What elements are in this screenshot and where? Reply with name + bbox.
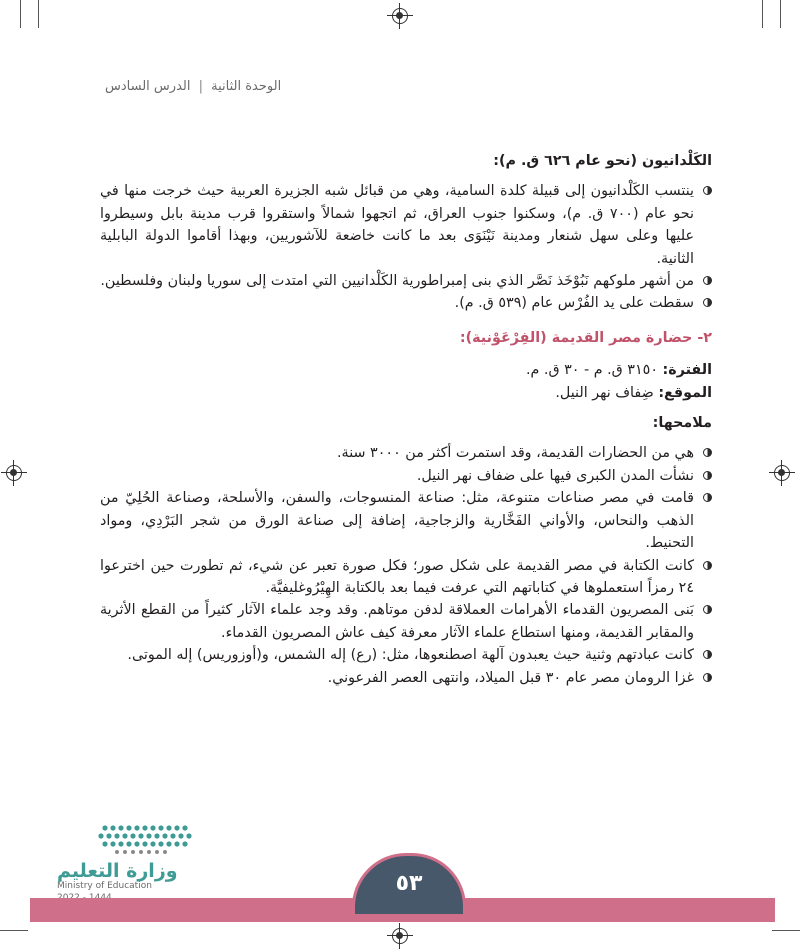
lesson-label: الدرس السادس xyxy=(105,79,191,94)
location-label: الموقع: xyxy=(658,384,712,401)
crop-mark xyxy=(38,0,39,28)
crop-mark xyxy=(780,0,781,28)
ministry-name-arabic: وزارة التعليم xyxy=(57,860,178,882)
ministry-logo xyxy=(45,822,205,902)
features-label: ملامحها: xyxy=(652,415,712,432)
registration-mark-icon xyxy=(392,8,408,24)
egypt-feature-bullet: كانت الكتابة في مصر القديمة على شكل صور؛ فكل صورة تعبر عن شيء، ثم تطورت حين اخترعوا ٢٤ رمزاً استعملوها في كتاباتهم التي عرفت فيما بعد بالكتابة الهِيْرُوغليفيَّة. xyxy=(100,555,712,600)
running-head xyxy=(105,79,355,94)
chaldeans-heading: الكَلْدانيون (نحو عام ٦٢٦ ق. م): xyxy=(493,153,712,169)
period-value: ٣١٥٠ ق. م - ٣٠ ق. م. xyxy=(525,362,658,379)
crop-mark xyxy=(772,930,800,931)
egypt-feature-bullet: غزا الرومان مصر عام ٣٠ قبل الميلاد، وانتهى العصر الفرعوني. xyxy=(100,667,712,689)
ministry-logo-icon xyxy=(97,822,197,856)
egypt-feature-bullet: هي من الحضارات القديمة، وقد استمرت أكثر من ٣٠٠٠ سنة. xyxy=(100,442,712,464)
egypt-feature-bullet: كانت عبادتهم وثنية حيث يعبدون آلهة اصطنعوها، مثل: (رع) إله الشمس، و(أوزوريس) إله الموتى. xyxy=(100,644,712,666)
ministry-name-english: Ministry of Education xyxy=(57,881,152,891)
chaldeans-bullet-fall: سقطت على يد الفُرْس عام (٥٣٩ ق. م). xyxy=(100,292,712,314)
egypt-feature-bullet: قامت في مصر صناعات متنوعة، مثل: صناعة المنسوجات، والسفن، والأسلحة، وصناعة الحُلِيّ من الذهب والنحاس، والأواني الفَخَّارية والزجاجية، إضافة إلى صناعة الورق من شجر البَرْدِي، ومواد التحنيط. xyxy=(100,487,712,554)
egypt-feature-bullet: بَنى المصريون القدماء الأهرامات العملاقة لدفن موتاهم. وقد وجد علماء الآثار كثيراً من القطع الأثرية والمقابر القديمة، ومنها استطاع علماء الآثار معرفة كيف عاش المصريون القدماء. xyxy=(100,599,712,644)
running-head-separator: | xyxy=(198,79,203,94)
egypt-feature-bullet: نشأت المدن الكبرى فيها على ضفاف نهر النيل. xyxy=(100,465,712,487)
egypt-section-title: ٢- حضارة مصر القديمة (الفِرْعَوْنية): xyxy=(459,329,712,346)
registration-mark-icon xyxy=(6,465,22,481)
location-value: ضِفاف نهر النيل. xyxy=(555,384,654,401)
page-body xyxy=(100,150,712,689)
crop-mark xyxy=(0,930,28,931)
chaldeans-bullet-kings: من أشهر ملوكهم نَبُوْخَذ نَصَّر الذي بنى إمبراطورية الكَلْدانيين التي امتدت إلى سوريا ولبنان وفلسطين. xyxy=(100,270,712,292)
page-number: ٥٣ xyxy=(352,853,466,917)
egypt-location xyxy=(100,382,712,404)
crop-mark xyxy=(20,0,21,28)
egypt-period xyxy=(100,359,712,381)
crop-mark xyxy=(762,0,763,28)
unit-label: الوحدة الثانية xyxy=(211,79,282,94)
period-label: الفترة: xyxy=(662,362,712,379)
registration-mark-icon xyxy=(392,928,408,944)
registration-mark-icon xyxy=(774,465,790,481)
chaldeans-bullet-origin: ينتسب الكَلْدانيون إلى قبيلة كلدة السامية، وهي من قبائل شبه الجزيرة العربية حيث خرجت منها في نحو عام (٧٠٠ ق. م)، وسكنوا جنوب العراق، ثم اتجهوا شمالاً واستقروا قرب مدينة بابل وسيطروا عليها وعلى سهل شنعار ومدينة نَيْنَوَى بعد ما كانت خاضعة للآشوريين، وبهذا أقاموا الدولة البابلية الثانية. xyxy=(100,180,712,270)
